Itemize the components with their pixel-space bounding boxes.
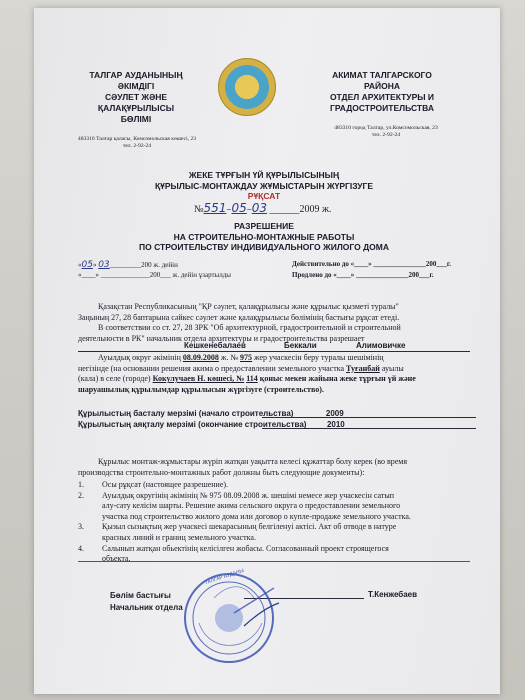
person-name: Беккали xyxy=(284,341,317,350)
list-item: 1. Осы рұқсат (настоящее разрешение). xyxy=(78,480,229,489)
person-underline xyxy=(78,351,470,352)
start-date-underline xyxy=(262,417,476,418)
signer-role: Бөлім бастығы Начальник отдела xyxy=(110,591,183,612)
signer-name: Т.Кенжебаев xyxy=(368,590,418,599)
end-date-value: 2010 xyxy=(326,420,345,429)
person-patronymic: Алимовичке xyxy=(356,341,406,350)
person-surname: Кешкенебалаев xyxy=(184,341,246,350)
start-date-value: 2009 xyxy=(325,409,344,418)
header-left-address: 483310 Талғар қаласы, Комсомольская көшесі, 23 тел. 2-92-24 xyxy=(77,136,197,149)
end-date-underline xyxy=(262,428,476,429)
end-date-label: Құрылыстың аяқталу мерзімі (окончание строительства) xyxy=(78,420,307,429)
list-item: 4. Салынып жатқан обьектінің келісілген жобасы. Согласованный проект строящегося объекта. xyxy=(78,543,389,564)
decision-basis-text: Ауылдық округ әкімінің 08.09.2008 ж. № 975 жер учаскесін беру туралы шешімінің негізінде (на основании решения акима о предоставлении земельного участка Туғанбай ауылы (кала) в селе (городе) Кокулучаев Н. көшесі, № 114 қоныс мекен жайына жеке тұрғын үй және шаруашылық құрылымдар құрылысын жүргізуге (строительство). xyxy=(78,353,416,394)
extended-until-ru: Продлено до «____» _______________200___г. xyxy=(292,271,434,279)
divider xyxy=(78,561,470,562)
list-item: 3. Қызыл сызықтың жер учаскесі шекарасының белгіленуі актісі. Акт об отводе в натуре красных линий и границ земельного участка. xyxy=(78,522,397,542)
state-emblem-icon xyxy=(218,58,276,116)
list-item: 2. Ауылдық округінің әкімінің № 975 08.09.2008 ж. шешімі немесе жер учаскесін сатып алу-сату келісім шарты. Решение акима сельского округа о предоставлении земельного участка под строительство жилого дома или договор о купле-продаже земельного участка. xyxy=(78,490,411,521)
required-documents-intro: Құрылыс монтаж-жұмыстары жүріп жатқан уақытта келесі құжаттар болу керек (во время производства строительно-монтажных работ должны быть следующие документы): xyxy=(78,457,408,477)
header-left: ТАЛГАР АУДАНЫНЫҢ ӘКІМДІГІ СӘУЛЕТ ЖӘНЕ ҚАЛАҚҰРЫЛЫСЫ БӨЛІМІ xyxy=(89,70,183,124)
document-page xyxy=(34,8,500,694)
header-right-address: 483310 город Талгар, ул.Комсомольская, 23 тел. 2-92-24 xyxy=(334,125,438,138)
title-ru: РАЗРЕШЕНИЕ НА СТРОИТЕЛЬНО-МОНТАЖНЫЕ РАБОТЫ ПО СТРОИТЕЛЬСТВУ ИНДИВИДУАЛЬНОГО ЖИЛОГО ДОМА xyxy=(139,221,389,252)
stamp-text: ТАЛГАР АУДАНЫ xyxy=(204,567,245,587)
required-documents-list xyxy=(78,480,411,565)
header-right: АКИМАТ ТАЛГАРСКОГО РАЙОНА ОТДЕЛ АРХИТЕКТУРЫ И ГРАДОСТРОИТЕЛЬСТВА xyxy=(329,70,435,113)
valid-until-kz: «05» 03_________200 ж. дейін xyxy=(78,260,178,270)
permit-number: №551–05–03 ______2009 ж. xyxy=(194,201,332,215)
valid-until-ru: Действительно до «____» _______________200___г. xyxy=(292,260,452,268)
title-kz: ЖЕКЕ ТҰРҒЫН ҮЙ ҚҰРЫЛЫСЫНЫҢ ҚҰРЫЛЫС-МОНТАЖДАУ ЖҰМЫСТАРЫН ЖҮРГІЗУГЕ РҰҚСАТ xyxy=(154,170,374,201)
start-date-label: Құрылыстың басталу мерзімі (начало строительства) xyxy=(78,409,294,418)
extended-until-kz: «____» ______________200___ ж. дейін ұзартылды xyxy=(78,271,231,279)
official-stamp xyxy=(174,568,284,668)
construction-dates xyxy=(78,408,345,430)
legal-basis-text: Қазақстан Республикасының "ҚР сәулет, қалақұрылысы және құрылыс қызметі туралы" Заңының 27, 28 баптарына сәйкес сәулет және қалақұрылысы бөлімінің бастығы рұқсат етеді. В соответствии со ст. 27, 28 ЗРК "Об архитектурной, градостроительной и строительной деятельности в РК" начальник отдела архитектуры и градостроительства разрешает xyxy=(78,302,401,343)
